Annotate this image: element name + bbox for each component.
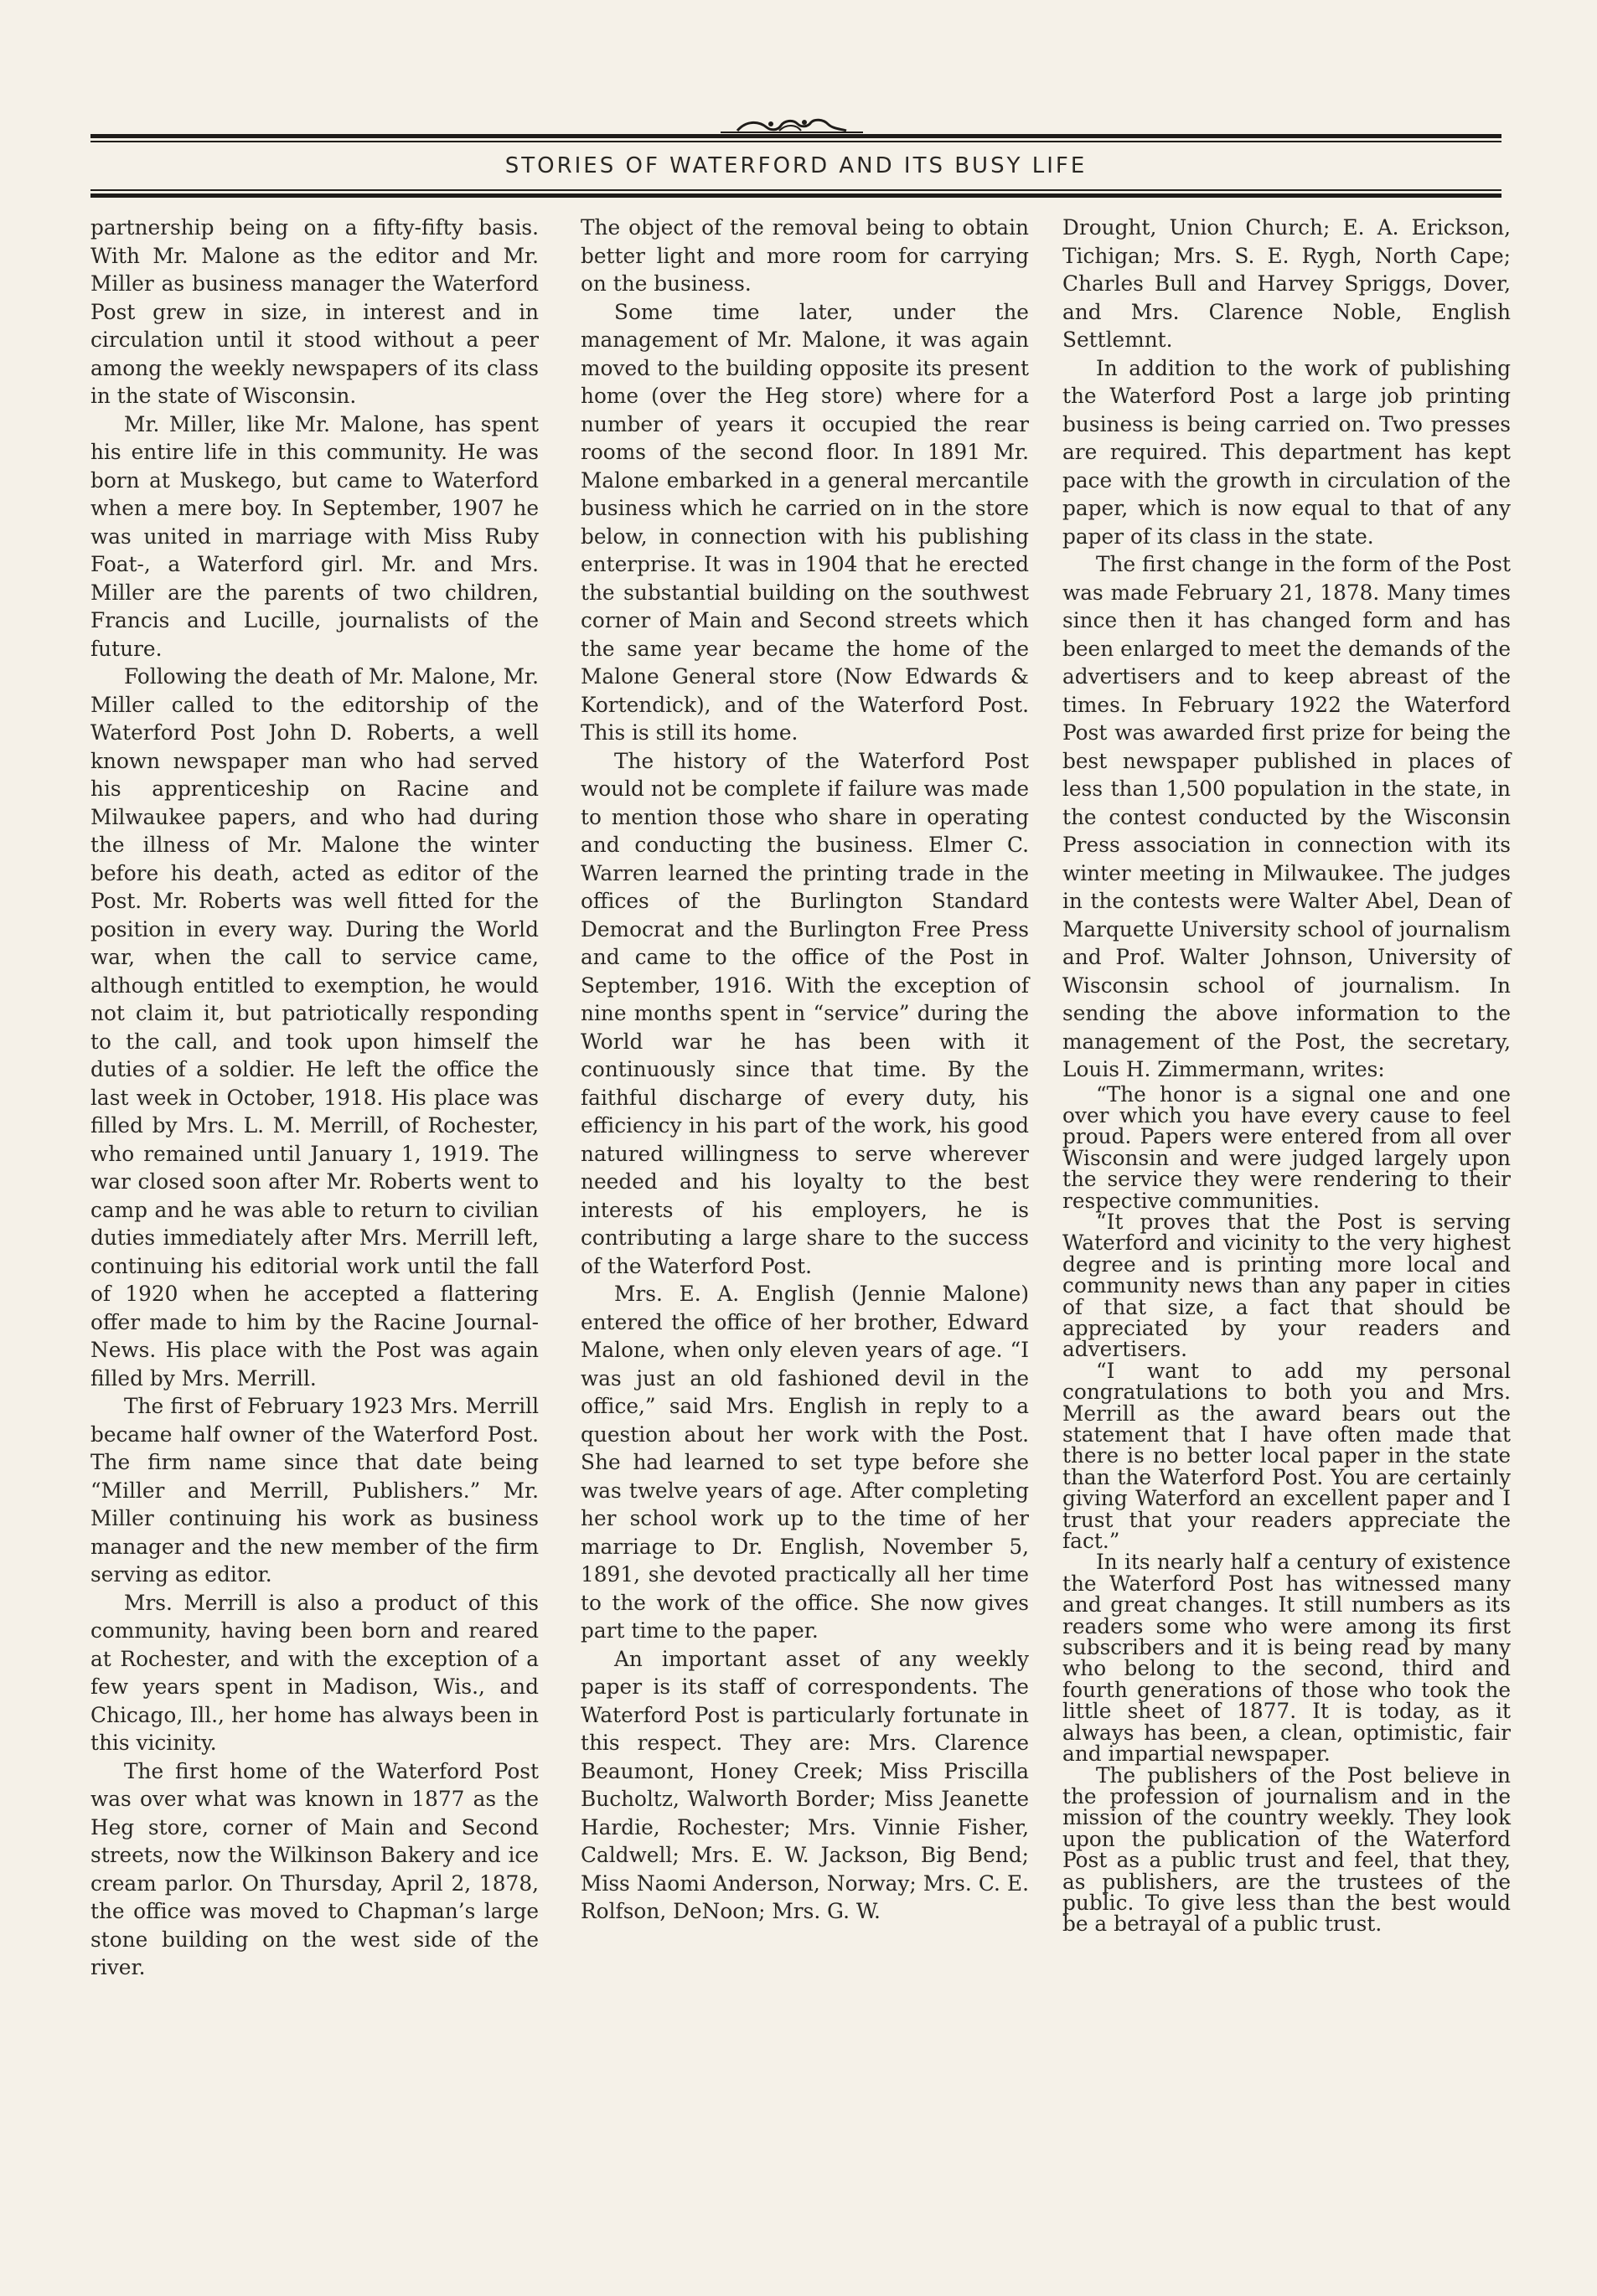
- header-rule-bottom-thin: [90, 189, 1501, 191]
- paragraph: partnership being on a fifty-fifty basis. With Mr. Malone as the editor and Mr. Miller as business manager the Waterford Post grew in size, in interest and in circulation until it stood without a peer among the weekly newspapers of its class in the state of Wisconsin.: [90, 215, 539, 408]
- paragraph: The first change in the form of the Post was made February 21, 1878. Many times since then it has changed form and has been enlarged to meet the demands of the advertisers and to keep abreast of the times. In February 1922 the Waterford Post was awarded first prize for being the best newspaper published in places of less than 1,500 population in the state, in the contest conducted by the Wisconsin Press association in connection with its winter meeting in Milwaukee. The judges in the contests were Walter Abel, Dean of Marquette University school of journalism and Prof. Walter Johnson, University of Wisconsin school of journalism. In sending the above information to the management of the Post, the secretary, Louis H. Zimmermann, writes:: [1062, 552, 1511, 1081]
- paragraph: Following the death of Mr. Malone, Mr. Miller called to the editorship of the Waterford Post John D. Roberts, a well known newspaper man who had served his apprenticeship on Racine and Milwaukee papers, and who had during the illness of Mr. Malone the winter before his death, acted as editor of the Post. Mr. Roberts was well fitted for the position in every way. During the World war, when the call to service came, although entitled to exemption, he would not claim it, but patriotically responding to the call, and took upon himself the duties of a soldier. He left the office the last week in October, 1918. His place was filled by Mrs. L. M. Merrill, of Rochester, who remained until January 1, 1919. The war closed soon after Mr. Roberts went to camp and he was able to return to civilian duties immediately after Mrs. Merrill left, continuing his editorial work until the fall of 1920 when he accepted a flattering offer made to him by the Racine Journal-News. His place with the Post was again filled by Mrs. Merrill.: [90, 664, 539, 1390]
- paragraph: Drought, Union Church; E. A. Erickson, Tichigan; Mrs. S. E. Rygh, North Cape; Charles Bull and Harvey Spriggs, Dover, and Mrs. Clarence Noble, English Settlemnt.: [1062, 215, 1511, 352]
- paragraph: “I want to add my personal congratulations to both you and Mrs. Merrill as the award bears out the statement that I have often made that there is no better local paper in the state than the Waterford Post. You are certainly giving Waterford an excellent paper and I trust that your readers appreciate the fact.”: [1062, 1358, 1511, 1554]
- paragraph: In addition to the work of publishing the Waterford Post a large job printing business is being carried on. Two presses are required. This department has kept pace with the growth in circulation of the paper, which is now equal to that of any paper of its class in the state.: [1062, 355, 1511, 549]
- paragraph: Mrs. E. A. English (Jennie Malone) entered the office of her brother, Edward Malone, when only eleven years of age. “I was just an old fashioned devil in the office,” said Mrs. English in reply to a question about her work with the Post. She had learned to set type before she was twelve years of age. After completing her school work up to the time of her marriage to Dr. English, November 5, 1891, she devoted practically all her time to the work of the office. She now gives part time to the paper.: [581, 1282, 1029, 1643]
- paragraph: The first of February 1923 Mrs. Merrill became half owner of the Waterford Post. The firm name since that date being “Miller and Merrill, Publishers.” Mr. Miller continuing his work as business manager and the new member of the firm serving as editor.: [90, 1394, 539, 1587]
- header-rule-top-thick: [90, 134, 1501, 138]
- article-column-2: [581, 214, 1029, 1926]
- paragraph: The object of the removal being to obtain better light and more room for carrying on the business.: [581, 215, 1029, 296]
- paragraph: In its nearly half a century of existence the Waterford Post has witnessed many and great changes. It still numbers as its readers some who were among its first subscribers and it is being read by many who belong to the second, third and fourth generations of those who took the little sheet of 1877. It is today, as it always has been, a clean, optimistic, fair and impartial newspaper.: [1062, 1550, 1511, 1767]
- paragraph: “It proves that the Post is serving Waterford and vicinity to the very highest degree and is printing more local and community news than any paper in cities of that size, a fact that should be appreciated by your readers and advertisers.: [1062, 1209, 1511, 1362]
- paragraph: “The honor is a signal one and one over which you have every cause to feel proud. Papers were entered from all over Wisconsin and were judged largely upon the service they were rendering to their respective communities.: [1062, 1081, 1511, 1213]
- scroll-ornament-icon: [721, 116, 863, 136]
- article-column-1: [90, 214, 539, 1982]
- article-column-3: [1062, 214, 1511, 1935]
- page-header-title: STORIES OF WATERFORD AND ITS BUSY LIFE: [504, 153, 1088, 178]
- paragraph: An important asset of any weekly paper is its staff of correspondents. The Waterford Post is particularly fortunate in this respect. They are: Mrs. Clarence Beaumont, Honey Creek; Miss Priscilla Bucholtz, Walworth Border; Miss Jeanette Hardie, Rochester; Mrs. Vinnie Fisher, Caldwell; Mrs. E. W. Jackson, Big Bend; Miss Naomi Anderson, Norway; Mrs. C. E. Rolfson, DeNoon; Mrs. G. W.: [581, 1646, 1029, 1923]
- paragraph: The first home of the Waterford Post was over what was known in 1877 as the Heg store, corner of Main and Second streets, now the Wilkinson Bakery and ice cream parlor. On Thursday, April 2, 1878, the office was moved to Chapman’s large stone building on the west side of the river.: [90, 1758, 539, 1979]
- paragraph: The history of the Waterford Post would not be complete if failure was made to mention those who share in operating and conducting the business. Elmer C. Warren learned the printing trade in the offices of the Burlington Standard Democrat and the Burlington Free Press and came to the office of the Post in September, 1916. With the exception of nine months spent in “service” during the World war he has been with it continuously since that time. By the faithful discharge of every duty, his efficiency in his part of the work, his good natured willingness to serve wherever needed and his loyalty to the best interests of his employers, he is contributing a large share to the success of the Waterford Post.: [581, 748, 1029, 1278]
- paragraph: Mrs. Merrill is also a product of this community, having been born and reared at Rochester, and with the exception of a few years spent in Madison, Wis., and Chicago, Ill., her home has always been in this vicinity.: [90, 1590, 539, 1755]
- header-rule-bottom-thick: [90, 193, 1501, 198]
- paragraph: Mr. Miller, like Mr. Malone, has spent his entire life in this community. He was born at Muskego, but came to Waterford when a mere boy. In September, 1907 he was united in marriage with Miss Ruby Foat-, a Waterford girl. Mr. and Mrs. Miller are the parents of two children, Francis and Lucille, journalists of the future.: [90, 411, 539, 661]
- paragraph: The publishers of the Post believe in the profession of journalism and in the mission of the country weekly. They look upon the publication of the Waterford Post as a public trust and feel, that they, as publishers, are the trustees of the public. To give less than the best would be a betrayal of a public trust.: [1062, 1762, 1511, 1937]
- header-rule-top-thin: [90, 141, 1501, 142]
- paragraph: Some time later, under the management of Mr. Malone, it was again moved to the building opposite its present home (over the Heg store) where for a number of years it occupied the rear rooms of the second floor. In 1891 Mr. Malone embarked in a general mercantile business which he carried on in the store below, in connection with his publishing enterprise. It was in 1904 that he erected the substantial building on the southwest corner of Main and Second streets which the same year became the home of the Malone General store (Now Edwards & Kortendick), and of the Waterford Post. This is still its home.: [581, 299, 1029, 745]
